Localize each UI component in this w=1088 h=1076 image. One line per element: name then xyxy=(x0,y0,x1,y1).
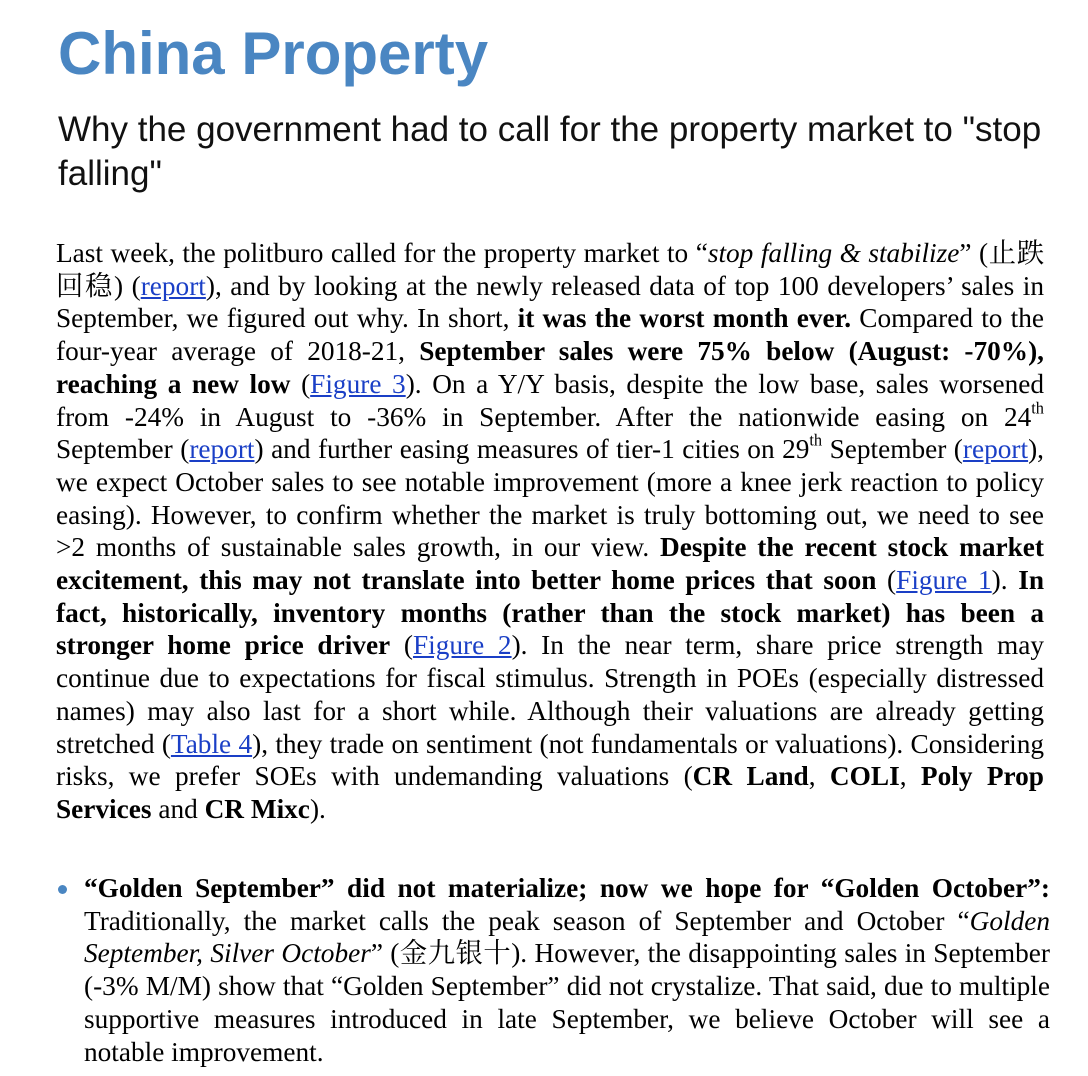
bold-text: In fact, historically, inventory months (rather than the stock market) has been a stronger home price driver xyxy=(56,565,1045,661)
text-run: Compared to the four-year average of 2018-21, xyxy=(56,303,1044,367)
text-run: ( xyxy=(390,630,413,661)
text-run: Traditionally, the market calls the peak season of September and October “ xyxy=(84,905,970,936)
superscript: th xyxy=(1031,398,1044,418)
text-run: ), we expect October sales to see notable improvement (more a knee jerk reaction to policy easing). However, to confirm whether the market is truly bottoming out, we need to see >2 months of sustainable sales growth, in our view. xyxy=(56,434,1044,563)
bold-company: COLI xyxy=(829,761,900,792)
report-link[interactable]: report xyxy=(189,434,255,465)
text-run: September ( xyxy=(822,434,963,465)
text-run: and xyxy=(151,793,205,824)
bullet-dot-icon xyxy=(58,885,67,894)
summary-paragraph xyxy=(56,237,1044,826)
figure-3-link[interactable]: Figure 3 xyxy=(310,368,406,399)
italic-quote: Golden September, Silver October xyxy=(84,905,1050,969)
table-4-link[interactable]: Table 4 xyxy=(170,728,253,759)
text-run: ” (止跌回稳) ( xyxy=(56,238,1045,301)
figure-1-link[interactable]: Figure 1 xyxy=(896,565,992,596)
report-link[interactable]: report xyxy=(140,270,206,301)
text-run: ). xyxy=(991,565,1019,596)
text-run: ). xyxy=(309,793,326,824)
bold-company: Poly Prop Services xyxy=(56,761,1044,824)
figure-2-link[interactable]: Figure 2 xyxy=(412,630,512,661)
page-title: China Property xyxy=(58,20,489,87)
bullet-heading: “Golden September” did not materialize; now we hope for “Golden October”: xyxy=(84,873,1050,903)
bold-company: CR Land xyxy=(692,761,809,792)
text-run: ) and further easing measures of tier-1 cities on 29 xyxy=(254,434,810,465)
text-run: ). In the near term, share price strength may continue due to expectations for fiscal stimulus. Strength in POEs (especially distressed names) may also last for a short while. Although their valuations are already getting stretched ( xyxy=(56,630,1044,759)
superscript: th xyxy=(809,430,823,450)
bold-text: it was the worst month ever. xyxy=(517,303,852,334)
text-run: September ( xyxy=(56,434,190,465)
text-run: ” (金九银十). However, the disappointing sales in September (-3% M/M) show that “Golden September” did not crystalize. That said, due to multiple supportive measures introduced in late September, we believe October will see a notable improvement. xyxy=(84,938,1051,1067)
text-run: Last week, the politburo called for the property market to “ xyxy=(56,238,708,268)
bullet-list xyxy=(56,872,1050,1068)
report-link[interactable]: report xyxy=(962,434,1029,465)
text-run: ), they trade on sentiment (not fundamentals or valuations). Considering risks, we prefer SOEs with undemanding valuations ( xyxy=(56,728,1044,792)
bold-company: CR Mixc xyxy=(204,793,310,824)
text-run: ). On a Y/Y basis, despite the low base, sales worsened from -24% in August to -36% in September. After the nationwide easing on 24 xyxy=(56,368,1044,432)
bold-text: Despite the recent stock market excitement, this may not translate into better home prices that soon xyxy=(56,532,1044,596)
bold-text: September sales were 75% below (August: -70%), reaching a new low xyxy=(56,336,1045,399)
italic-quote: stop falling & stabilize xyxy=(707,238,960,268)
list-item xyxy=(56,872,1050,1068)
text-run: ( xyxy=(876,565,897,596)
text-run: ), and by looking at the newly released data of top 100 developers’ sales in September, we figured out why. In short, xyxy=(56,270,1044,334)
page-subtitle: Why the government had to call for the property market to "stop falling" xyxy=(58,110,1042,193)
text-run: , xyxy=(899,761,921,792)
text-run: , xyxy=(808,761,830,792)
text-run: ( xyxy=(290,368,311,399)
